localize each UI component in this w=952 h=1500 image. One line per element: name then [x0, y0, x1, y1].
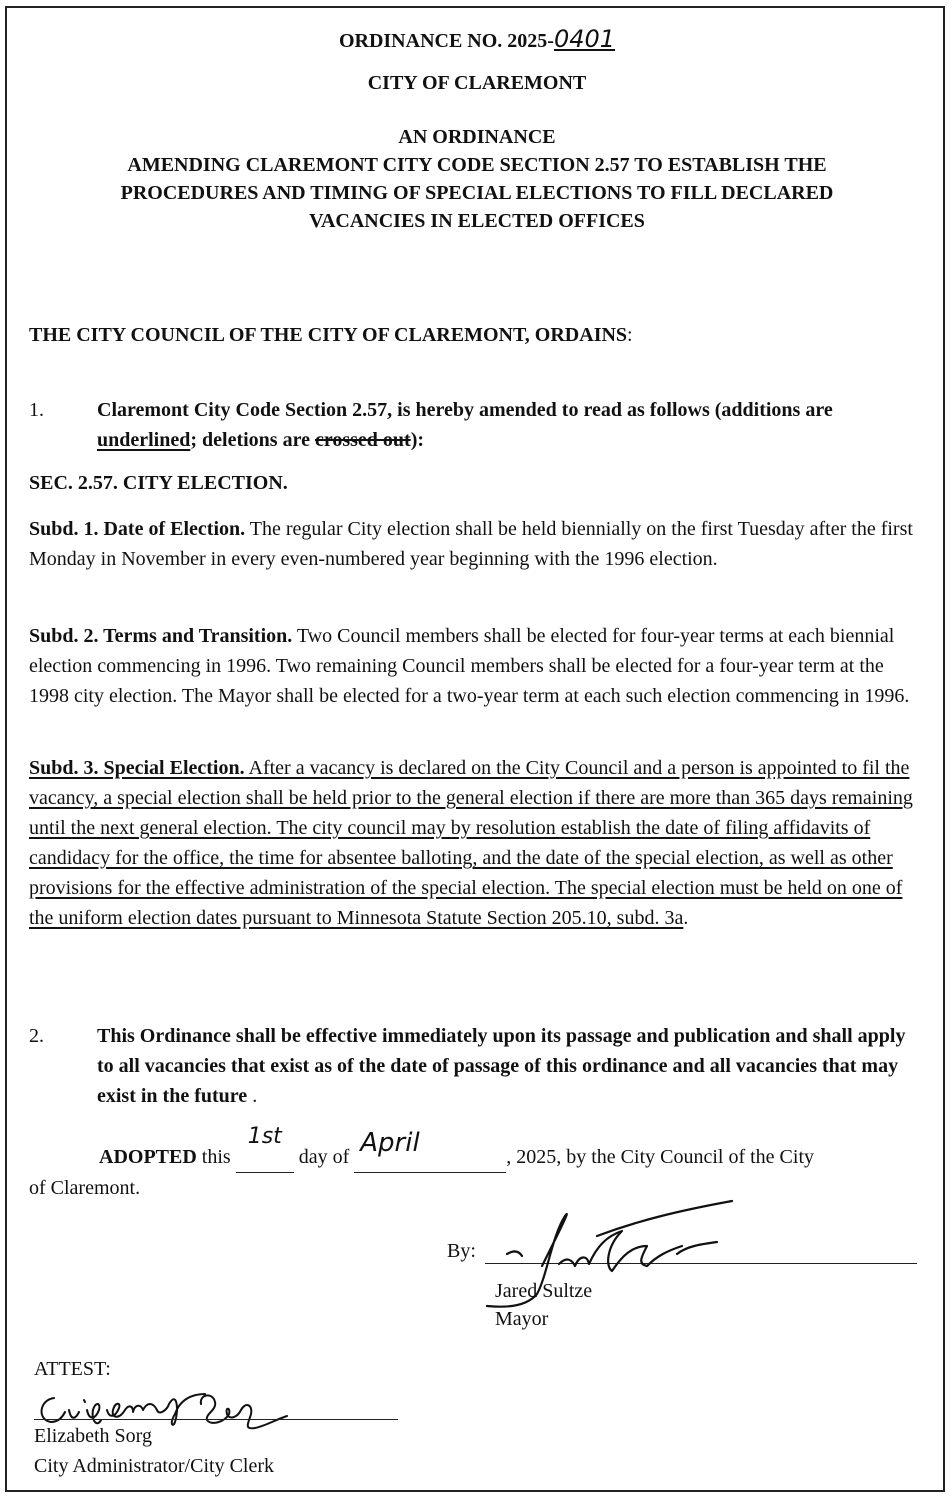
adopted-day-blank: [236, 1124, 294, 1173]
subd-1-heading: Subd. 1. Date of Election.: [29, 518, 246, 540]
adopted-rest: , 2025, by the City Council of the City: [506, 1146, 815, 1168]
item-2-end: .: [247, 1085, 258, 1107]
subd-2-text: Two Council members shall be elected for four-year terms at each biennial election commencing in 1996. Two remaining Council members shall be elected for a four-year term at the 1998 city election. The Mayor shall be elected for a two-year term at each such election commencing in 1996.: [29, 625, 910, 707]
adopted-line: [99, 1124, 929, 1173]
item-2-number: 2.: [29, 1025, 44, 1047]
subd-3-heading: Subd. 3. Special Election.: [29, 757, 245, 779]
item-2-text: [97, 1021, 927, 1111]
adopted-label: ADOPTED: [99, 1146, 197, 1168]
by-label: By:: [447, 1240, 476, 1262]
ordinance-title: [7, 123, 947, 235]
subd-3: [29, 753, 917, 933]
subd-1: [29, 514, 919, 574]
ordinance-prefix: ORDINANCE NO. 2025-: [338, 30, 554, 52]
adopted-month-handwritten: April: [360, 1128, 420, 1158]
subd-3-end: .: [683, 907, 689, 929]
item-1-part-3: ):: [410, 429, 425, 451]
item-1-number: 1.: [29, 399, 44, 421]
clerk-title: City Administrator/City Clerk: [34, 1455, 274, 1477]
ordains-text: THE CITY COUNCIL OF THE CITY OF CLAREMONT, ORDAINS: [29, 324, 628, 346]
title-line-3: PROCEDURES AND TIMING OF SPECIAL ELECTIONS TO FILL DECLARED: [120, 182, 834, 204]
ordains-colon: :: [627, 324, 633, 346]
adopted-line-2: of Claremont.: [29, 1177, 141, 1199]
city-heading: CITY OF CLAREMONT: [367, 72, 587, 94]
ordains-statement: [29, 320, 633, 350]
title-line-4: VACANCIES IN ELECTED OFFICES: [309, 210, 645, 232]
item-1-part-2: ; deletions are: [190, 429, 315, 451]
ordinance-page: [5, 6, 945, 1492]
adopted-day-of: day of: [293, 1146, 355, 1168]
title-line-2: AMENDING CLAREMONT CITY CODE SECTION 2.57 TO ESTABLISH THE: [127, 154, 827, 176]
subd-3-text: After a vacancy is declared on the City Council and a person is appointed to fil the vacancy, a special election shall be held prior to the general election if there are more than 365 days remaining until the next general election. The city council may by resolution establish the date of filing affidavits of candidacy for the office, the time for absentee balloting, and the date of the special election, as well as other provisions for the effective administration of the special election. The special election must be held on one of the uniform election dates pursuant to Minnesota Statute Section 205.10, subd. 3a: [29, 757, 913, 929]
clerk-name: Elizabeth Sorg: [34, 1425, 152, 1447]
mayor-signature-icon: [447, 1176, 747, 1316]
item-1-part-1: Claremont City Code Section 2.57, is hereby amended to read as follows (additions are: [97, 399, 833, 421]
clerk-signature-line: [34, 1419, 398, 1420]
adopted-day-handwritten: 1st: [247, 1124, 282, 1149]
item-1-crossed: crossed out: [314, 429, 411, 451]
ordinance-number-line: [7, 24, 947, 56]
adopted-month-blank: [354, 1128, 506, 1173]
subd-2: [29, 621, 919, 711]
item-1-underlined: underlined: [97, 429, 191, 451]
mayor-title: Mayor: [495, 1308, 549, 1330]
subd-2-heading: Subd. 2. Terms and Transition.: [29, 625, 293, 647]
attest-label: ATTEST:: [34, 1358, 111, 1380]
adopted-this: this: [196, 1146, 236, 1168]
item-2-body: This Ordinance shall be effective immediately upon its passage and publication and shall apply to all vacancies that exist as of the date of passage of this ordinance and all vacancies that may exist in the future: [97, 1025, 906, 1107]
title-line-1: AN ORDINANCE: [398, 126, 556, 148]
item-1-text: [97, 395, 927, 455]
mayor-name: Jared Sultze: [495, 1280, 593, 1302]
subd-1-text: The regular City election shall be held biennially on the first Tuesday after the first Monday in November in every even-numbered year beginning with the 1996 election.: [29, 518, 913, 570]
section-heading: SEC. 2.57. CITY ELECTION.: [29, 472, 288, 494]
ordinance-number-handwritten: 0401: [553, 25, 616, 53]
